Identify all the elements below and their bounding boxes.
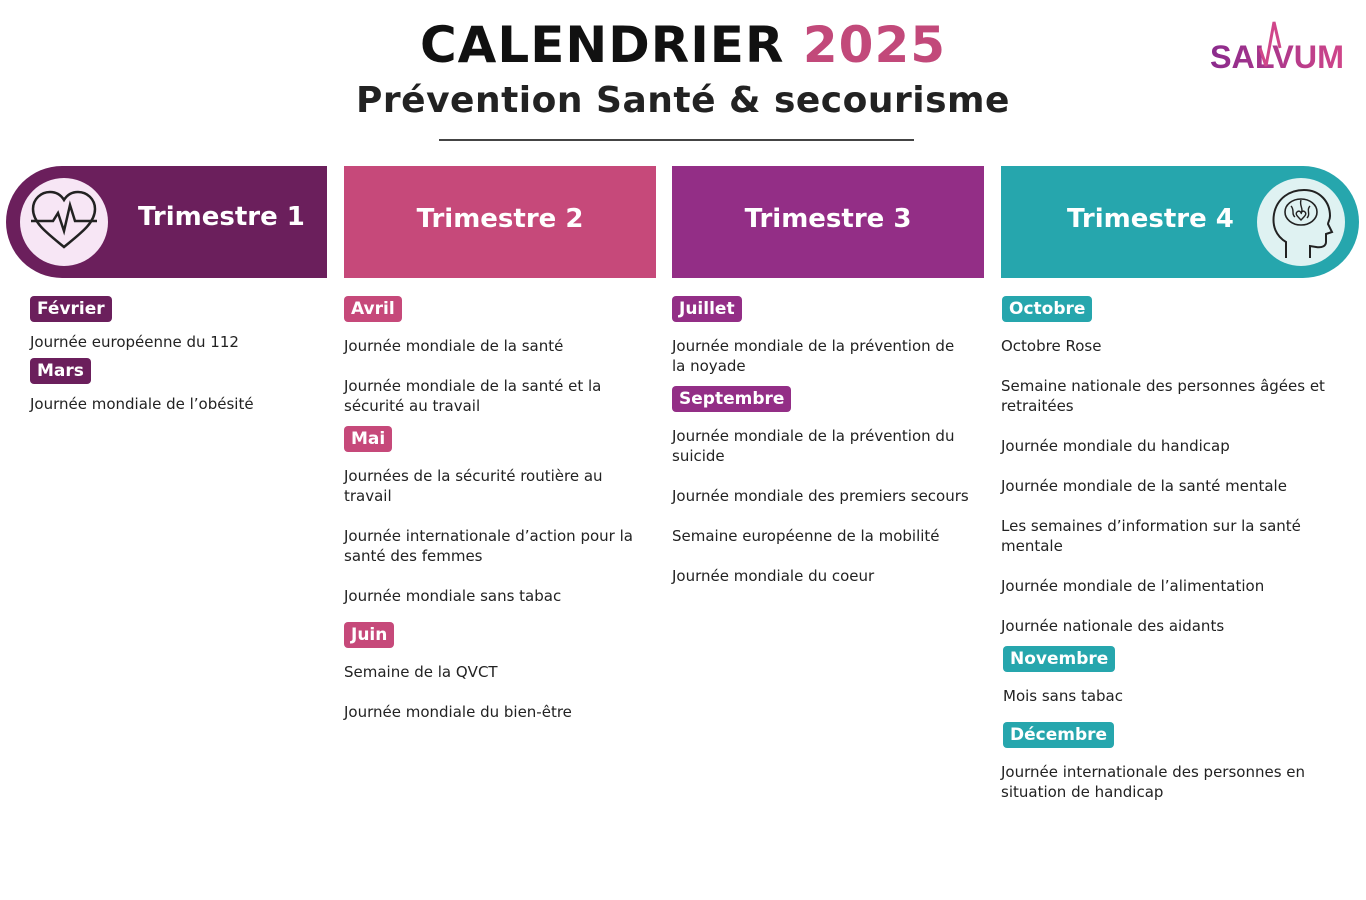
quarter-column-2 [344, 296, 644, 722]
event-item: Semaine de la QVCT [344, 663, 498, 681]
event-item: Semaine européenne de la mobilité [672, 527, 940, 545]
month-badge: Avril [344, 296, 402, 322]
title-text: CALENDRIER [419, 16, 785, 74]
event-item: Journée mondiale de la prévention de la noyade [672, 337, 955, 375]
month-badge: Février [30, 296, 112, 322]
quarter-column-1 [30, 296, 330, 430]
event-item: Journée mondiale de l’alimentation [1001, 577, 1265, 595]
event-item: Journée mondiale des premiers secours [672, 487, 969, 505]
quarter-label-4: Trimestre 4 [1067, 204, 1234, 234]
event-item: Journée mondiale du coeur [672, 567, 875, 585]
event-item: Journée mondiale du bien-être [344, 703, 572, 721]
month-badge: Décembre [1003, 722, 1114, 748]
month-badge: Novembre [1003, 646, 1115, 672]
quarter-header-1 [6, 166, 327, 278]
quarter-label-3: Trimestre 3 [744, 204, 912, 234]
quarter-column-3 [672, 296, 972, 586]
month-badge: Septembre [672, 386, 791, 412]
quarter-header-2 [344, 166, 656, 278]
title-divider [439, 139, 914, 141]
page-subtitle: Prévention Santé & secourisme [356, 80, 1010, 121]
event-item: Journée mondiale de la santé mentale [1001, 477, 1287, 495]
month-badge: Mars [30, 358, 91, 384]
month-badge: Juin [344, 622, 394, 648]
quarter-label-1: Trimestre 1 [138, 202, 305, 232]
event-item: Journée mondiale du handicap [1001, 437, 1230, 455]
page-title [0, 14, 1366, 76]
event-item: Journée internationale d’action pour la santé des femmes [344, 527, 633, 565]
svg-text:SALVUM: SALVUM [1210, 39, 1344, 75]
event-item: Journée mondiale de la prévention du suicide [672, 427, 955, 465]
salvum-logo [1208, 18, 1348, 78]
quarter-header-4 [1001, 166, 1359, 278]
quarter-header-3 [672, 166, 984, 278]
event-item: Les semaines d’information sur la santé mentale [1001, 517, 1301, 555]
month-badge: Mai [344, 426, 392, 452]
event-item: Journée mondiale sans tabac [344, 587, 562, 605]
event-item: Octobre Rose [1001, 337, 1102, 355]
event-item: Journée nationale des aidants [1001, 617, 1225, 635]
title-year: 2025 [802, 16, 947, 74]
quarter-label-2: Trimestre 2 [416, 204, 584, 234]
event-item: Journée internationale des personnes en situation de handicap [1001, 763, 1306, 801]
event-item: Journée mondiale de l’obésité [30, 395, 254, 413]
event-item: Journées de la sécurité routière au travail [344, 467, 603, 505]
heartbeat-icon [20, 178, 108, 266]
event-item: Journée mondiale de la santé et la sécurité au travail [344, 377, 602, 415]
event-item: Mois sans tabac [1003, 687, 1123, 705]
month-badge: Octobre [1002, 296, 1092, 322]
month-badge: Juillet [672, 296, 742, 322]
event-item: Journée mondiale de la santé [344, 337, 564, 355]
head-brain-icon [1257, 178, 1345, 266]
event-item: Semaine nationale des personnes âgées et retraitées [1001, 377, 1325, 415]
quarter-column-4 [1001, 296, 1361, 802]
event-item: Journée européenne du 112 [30, 333, 239, 351]
